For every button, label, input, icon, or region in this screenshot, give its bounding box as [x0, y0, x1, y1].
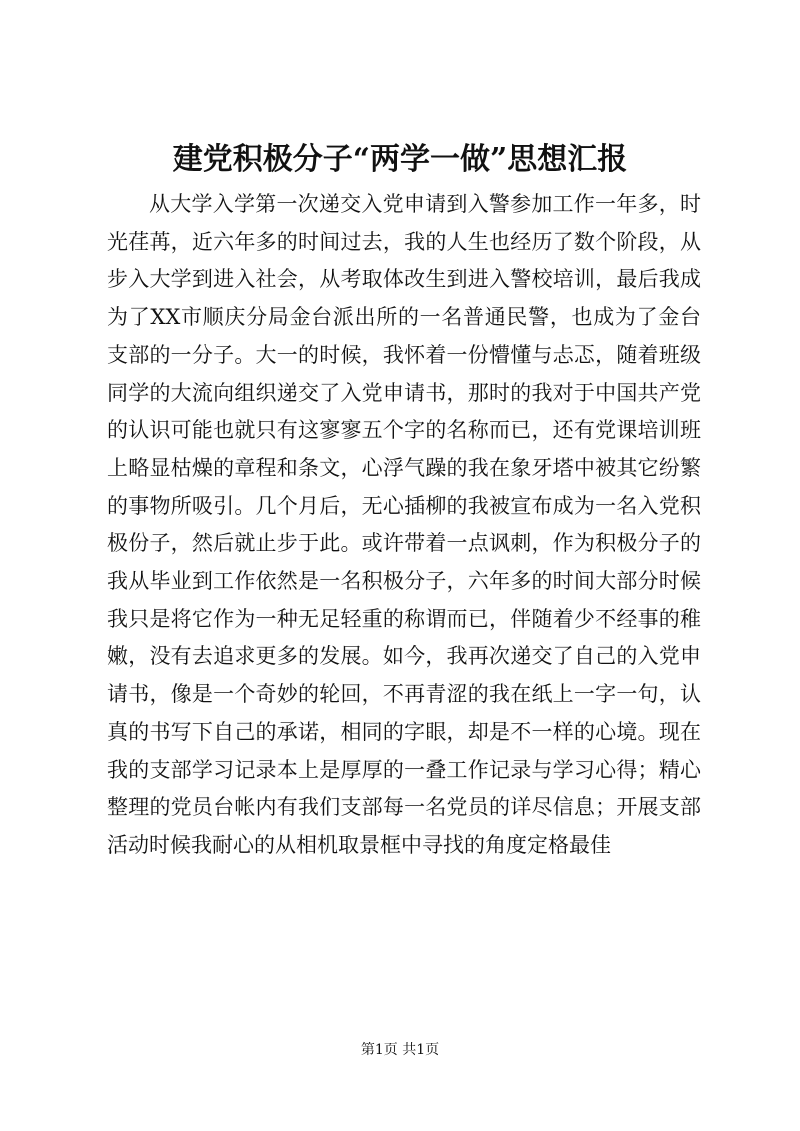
- document-title: 建党积极分子“两学一做”思想汇报: [172, 142, 628, 177]
- document-body-paragraph: 从大学入学第一次递交入党申请到入警参加工作一年多，时光荏苒，近六年多的时间过去，我的人生也经历了数个阶段，从步入大学到进入社会，从考取体改生到进入警校培训，最后我成为了XX市顺庆分局金台派出所的一名普通民警，也成为了金台支部的一分子。大一的时候，我怀着一份懵懂与忐忑，随着班级同学的大流向组织递交了入党申请书，那时的我对于中国共产党的认识可能也就只有这寥寥五个字的名称而已，还有党课培训班上略显枯燥的章程和条文，心浮气躁的我在象牙塔中被其它纷繁的事物所吸引。几个月后，无心插柳的我被宣布成为一名入党积极份子，然后就止步于此。或许带着一点讽刺，作为积极分子的我从毕业到工作依然是一名积极分子，六年多的时间大部分时候我只是将它作为一种无足轻重的称谓而已，伴随着少不经事的稚嫩，没有去追求更多的发展。如今，我再次递交了自己的入党申请书，像是一个奇妙的轮回，不再青涩的我在纸上一字一句，认真的书写下自己的承诺，相同的字眼，却是不一样的心境。现在我的支部学习记录本上是厚厚的一叠工作记录与学习心得；精心整理的党员台帐内有我们支部每一名党员的详尽信息；开展支部活动时候我耐心的从相机取景框中寻找的角度定格最佳: [107, 192, 701, 857]
- page-footer: 第1页 共1页: [360, 1042, 440, 1058]
